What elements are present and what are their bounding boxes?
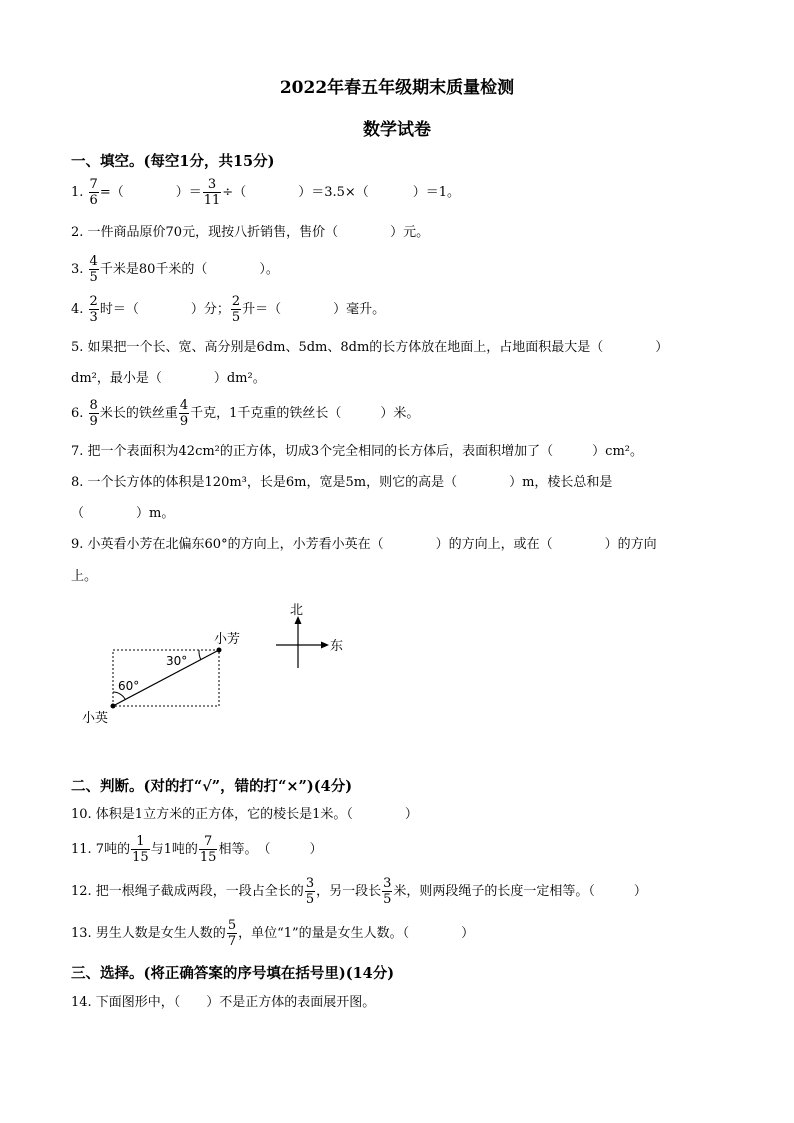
fraction: $\frac{1}{15}$: [132, 834, 149, 865]
question-9-line-1: 9. 小英看小芳在北偏东60°的方向上，小芳看小英在（ ）的方向上，或在（ ）的方向: [71, 537, 657, 552]
point-xiaoying: [111, 704, 116, 709]
question-10: 10. 体积是1立方米的正方体，它的棱长是1米。（ ）: [71, 807, 418, 822]
question-11: 11. 7吨的 $\frac{1}{15}$ 与1吨的 $\frac{7}{15}$ 相等。 （ ）: [71, 834, 323, 865]
angle-arc-30: [199, 650, 201, 660]
compass-north-label: 北: [290, 603, 304, 618]
question-8-line-1: 8. 一个长方体的体积是120m³，长是6m，宽是5m，则它的高是（ ）m，棱长总和是: [71, 475, 613, 490]
compass-east-label: 东: [330, 639, 344, 654]
question-1: 1. $\frac{7}{6}$ =（ ）＝ $\frac{3}{11}$ ÷（ ）＝3.5×（ ）＝1。: [71, 177, 461, 208]
question-12: 12. 把一根绳子截成两段，一段占全长的 $\frac{3}{5}$ ，另一段长 $\frac{3}{5}$ 米，则两段绳子的长度一定相等。（ ）: [71, 876, 647, 907]
fraction: $\frac{8}{9}$: [89, 398, 98, 429]
question-6: 6. $\frac{8}{9}$ 米长的铁丝重 $\frac{4}{9}$ 千克，1千克重的铁丝长（ ）米。: [71, 398, 420, 429]
section-3-heading: 三、选择。(将正确答案的序号填在括号里)(14分): [71, 965, 395, 982]
fraction: $\frac{4}{9}$: [179, 398, 189, 429]
point-xiaofang: [217, 648, 222, 653]
question-3: 3. $\frac{4}{5}$ 千米是80千米的（ ）。: [71, 254, 279, 285]
question-9-line-2: 上。: [71, 569, 98, 584]
angle-label-60: 60°: [118, 679, 140, 693]
fraction: $\frac{3}{5}$: [383, 876, 392, 907]
direction-diagram: [70, 595, 370, 735]
section-2-heading: 二、判断。(对的打“√”，错的打“×”)(4分): [71, 778, 353, 795]
question-5-line-2: dm²，最小是（ ）dm²。: [71, 371, 266, 386]
question-8-line-2: （ ）m。: [71, 506, 175, 521]
label-xiaofang: 小芳: [214, 632, 241, 647]
section-1-heading: 一、填空。(每空1分，共15分): [71, 153, 275, 170]
question-14: 14. 下面图形中，（ ）不是正方体的表面展开图。: [71, 995, 376, 1010]
question-13: 13. 男生人数是女生人数的 $\frac{5}{7}$ ，单位“1”的量是女生人数。（ ）: [71, 918, 475, 949]
angle-arc-60: [113, 692, 125, 699]
fraction: $\frac{7}{6}$: [89, 177, 98, 208]
question-2: 2. 一件商品原价70元，现按八折销售，售价（ ）元。: [71, 225, 430, 240]
question-7: 7. 把一个表面积为42cm²的正方体，切成3个完全相同的长方体后，表面积增加了（ ）cm²。: [71, 444, 643, 459]
fraction: $\frac{2}{3}$: [89, 294, 98, 325]
fraction: $\frac{7}{15}$: [199, 834, 217, 865]
east-arrow-icon: [321, 642, 329, 649]
fraction: $\frac{2}{5}$: [231, 294, 241, 325]
question-5-line-1: 5. 如果把一个长、宽、高分别是6dm、5dm、8dm的长方体放在地面上，占地面积最大是（ ）: [71, 340, 669, 355]
exam-title: 2022年春五年级期末质量检测: [279, 78, 515, 98]
question-4: 4. $\frac{2}{3}$ 时＝（ ）分； $\frac{2}{5}$ 升＝（ ）毫升。: [71, 294, 386, 325]
fraction: $\frac{3}{5}$: [305, 876, 315, 907]
fraction: $\frac{3}{11}$: [203, 177, 221, 208]
fraction: $\frac{5}{7}$: [227, 918, 237, 949]
label-xiaoying: 小英: [82, 711, 109, 726]
exam-subtitle: 数学试卷: [363, 120, 431, 140]
angle-label-30: 30°: [166, 654, 188, 668]
fraction: $\frac{4}{5}$: [89, 254, 98, 285]
